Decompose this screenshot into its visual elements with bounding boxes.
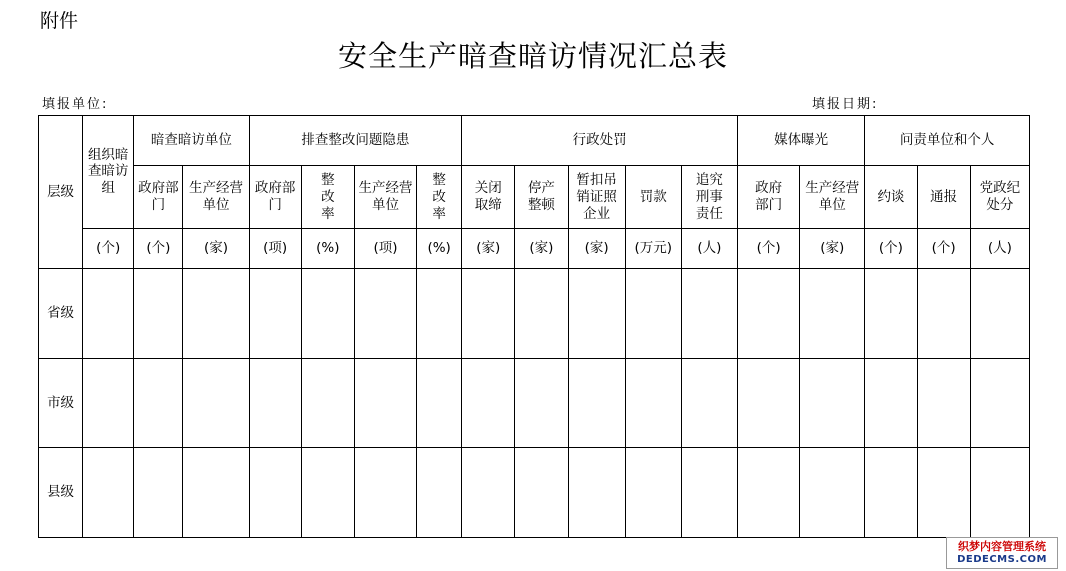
data-cell[interactable] <box>681 448 737 538</box>
subcol-hazard-business-rate: 整改率 <box>417 166 462 228</box>
unit-cell: (个) <box>738 228 800 268</box>
data-cell[interactable] <box>183 448 249 538</box>
unit-cell: (家) <box>568 228 625 268</box>
row-level-provincial: 省级 <box>39 269 83 359</box>
unit-cell: (个) <box>865 228 917 268</box>
group-header-inspection-teams: 组织暗查暗访组 <box>83 116 134 229</box>
data-cell[interactable] <box>515 269 568 359</box>
data-cell[interactable] <box>462 448 515 538</box>
row-level-municipal: 市级 <box>39 358 83 448</box>
data-cell[interactable] <box>865 358 917 448</box>
level-header: 层级 <box>39 116 83 269</box>
reporting-unit-label: 填报单位: <box>42 97 109 112</box>
table-row <box>39 448 1030 538</box>
data-cell[interactable] <box>917 358 970 448</box>
data-cell[interactable] <box>681 358 737 448</box>
subcol-penalty-criminal: 追究刑事责任 <box>681 166 737 228</box>
data-cell[interactable] <box>917 269 970 359</box>
data-cell[interactable] <box>738 448 800 538</box>
unit-cell: (家) <box>515 228 568 268</box>
data-cell[interactable] <box>301 448 354 538</box>
data-cell[interactable] <box>249 358 301 448</box>
unit-cell: (%) <box>417 228 462 268</box>
data-cell[interactable] <box>462 358 515 448</box>
row-level-county: 县级 <box>39 448 83 538</box>
data-cell[interactable] <box>625 448 681 538</box>
subcol-penalty-fine: 罚款 <box>625 166 681 228</box>
data-cell[interactable] <box>134 358 183 448</box>
subcol-media-business: 生产经营单位 <box>800 166 865 228</box>
data-cell[interactable] <box>249 269 301 359</box>
data-cell[interactable] <box>568 448 625 538</box>
unit-cell: (人) <box>681 228 737 268</box>
table-row <box>39 358 1030 448</box>
unit-cell: (项) <box>249 228 301 268</box>
group-header-hazard-rectification: 排查整改问题隐患 <box>249 116 462 166</box>
data-cell[interactable] <box>970 269 1029 359</box>
table-row <box>39 269 1030 359</box>
unit-cell: (家) <box>462 228 515 268</box>
data-cell[interactable] <box>800 358 865 448</box>
reporting-date-label: 填报日期: <box>812 97 879 112</box>
watermark-line1: 织梦内容管理系统 <box>958 540 1046 553</box>
unit-cell: (个) <box>83 228 134 268</box>
data-cell[interactable] <box>354 358 416 448</box>
page-title: 安全生产暗查暗访情况汇总表 <box>337 39 728 73</box>
subcol-inspected-business: 生产经营单位 <box>183 166 249 228</box>
data-cell[interactable] <box>417 269 462 359</box>
data-cell[interactable] <box>301 269 354 359</box>
data-cell[interactable] <box>625 358 681 448</box>
group-header-accountability: 问责单位和个人 <box>865 116 1030 166</box>
subcol-penalty-license-revoked: 暂扣吊销证照企业 <box>568 166 625 228</box>
data-cell[interactable] <box>417 358 462 448</box>
data-cell[interactable] <box>134 448 183 538</box>
subcol-inspected-government: 政府部门 <box>134 166 183 228</box>
data-cell[interactable] <box>83 358 134 448</box>
data-cell[interactable] <box>970 358 1029 448</box>
data-cell[interactable] <box>417 448 462 538</box>
unit-cell: (个) <box>134 228 183 268</box>
subcol-hazard-government: 政府部门 <box>249 166 301 228</box>
data-cell[interactable] <box>83 269 134 359</box>
subcol-penalty-closure: 关闭取缔 <box>462 166 515 228</box>
data-cell[interactable] <box>354 269 416 359</box>
group-header-inspected-units: 暗查暗访单位 <box>134 116 249 166</box>
subcol-media-government: 政府部门 <box>738 166 800 228</box>
group-header-media-exposure: 媒体曝光 <box>738 116 865 166</box>
data-cell[interactable] <box>183 358 249 448</box>
data-cell[interactable] <box>301 358 354 448</box>
data-cell[interactable] <box>800 448 865 538</box>
subcol-hazard-government-rate: 整改率 <box>301 166 354 228</box>
data-cell[interactable] <box>568 358 625 448</box>
unit-cell: (项) <box>354 228 416 268</box>
data-cell[interactable] <box>625 269 681 359</box>
unit-cell: (个) <box>917 228 970 268</box>
subcol-accountability-interview: 约谈 <box>865 166 917 228</box>
unit-cell: (家) <box>183 228 249 268</box>
data-cell[interactable] <box>800 269 865 359</box>
data-cell[interactable] <box>865 269 917 359</box>
watermark-logo <box>946 537 1058 569</box>
unit-cell: (人) <box>970 228 1029 268</box>
subcol-accountability-notice: 通报 <box>917 166 970 228</box>
data-cell[interactable] <box>568 269 625 359</box>
subcol-penalty-suspension: 停产整顿 <box>515 166 568 228</box>
data-cell[interactable] <box>462 269 515 359</box>
data-cell[interactable] <box>515 448 568 538</box>
unit-cell: (家) <box>800 228 865 268</box>
data-cell[interactable] <box>354 448 416 538</box>
summary-table <box>38 115 1030 538</box>
unit-cell: (万元) <box>625 228 681 268</box>
subcol-accountability-discipline: 党政纪处分 <box>970 166 1029 228</box>
unit-cell: (%) <box>301 228 354 268</box>
data-cell[interactable] <box>249 448 301 538</box>
data-cell[interactable] <box>738 269 800 359</box>
data-cell[interactable] <box>738 358 800 448</box>
data-cell[interactable] <box>515 358 568 448</box>
data-cell[interactable] <box>865 448 917 538</box>
data-cell[interactable] <box>681 269 737 359</box>
attachment-label: 附件 <box>40 10 79 32</box>
data-cell[interactable] <box>83 448 134 538</box>
data-cell[interactable] <box>134 269 183 359</box>
group-header-administrative-penalty: 行政处罚 <box>462 116 738 166</box>
data-cell[interactable] <box>970 448 1029 538</box>
subcol-hazard-business: 生产经营单位 <box>354 166 416 228</box>
data-cell[interactable] <box>183 269 249 359</box>
data-cell[interactable] <box>917 448 970 538</box>
watermark-line2: DEDECMS.COM <box>957 554 1047 565</box>
